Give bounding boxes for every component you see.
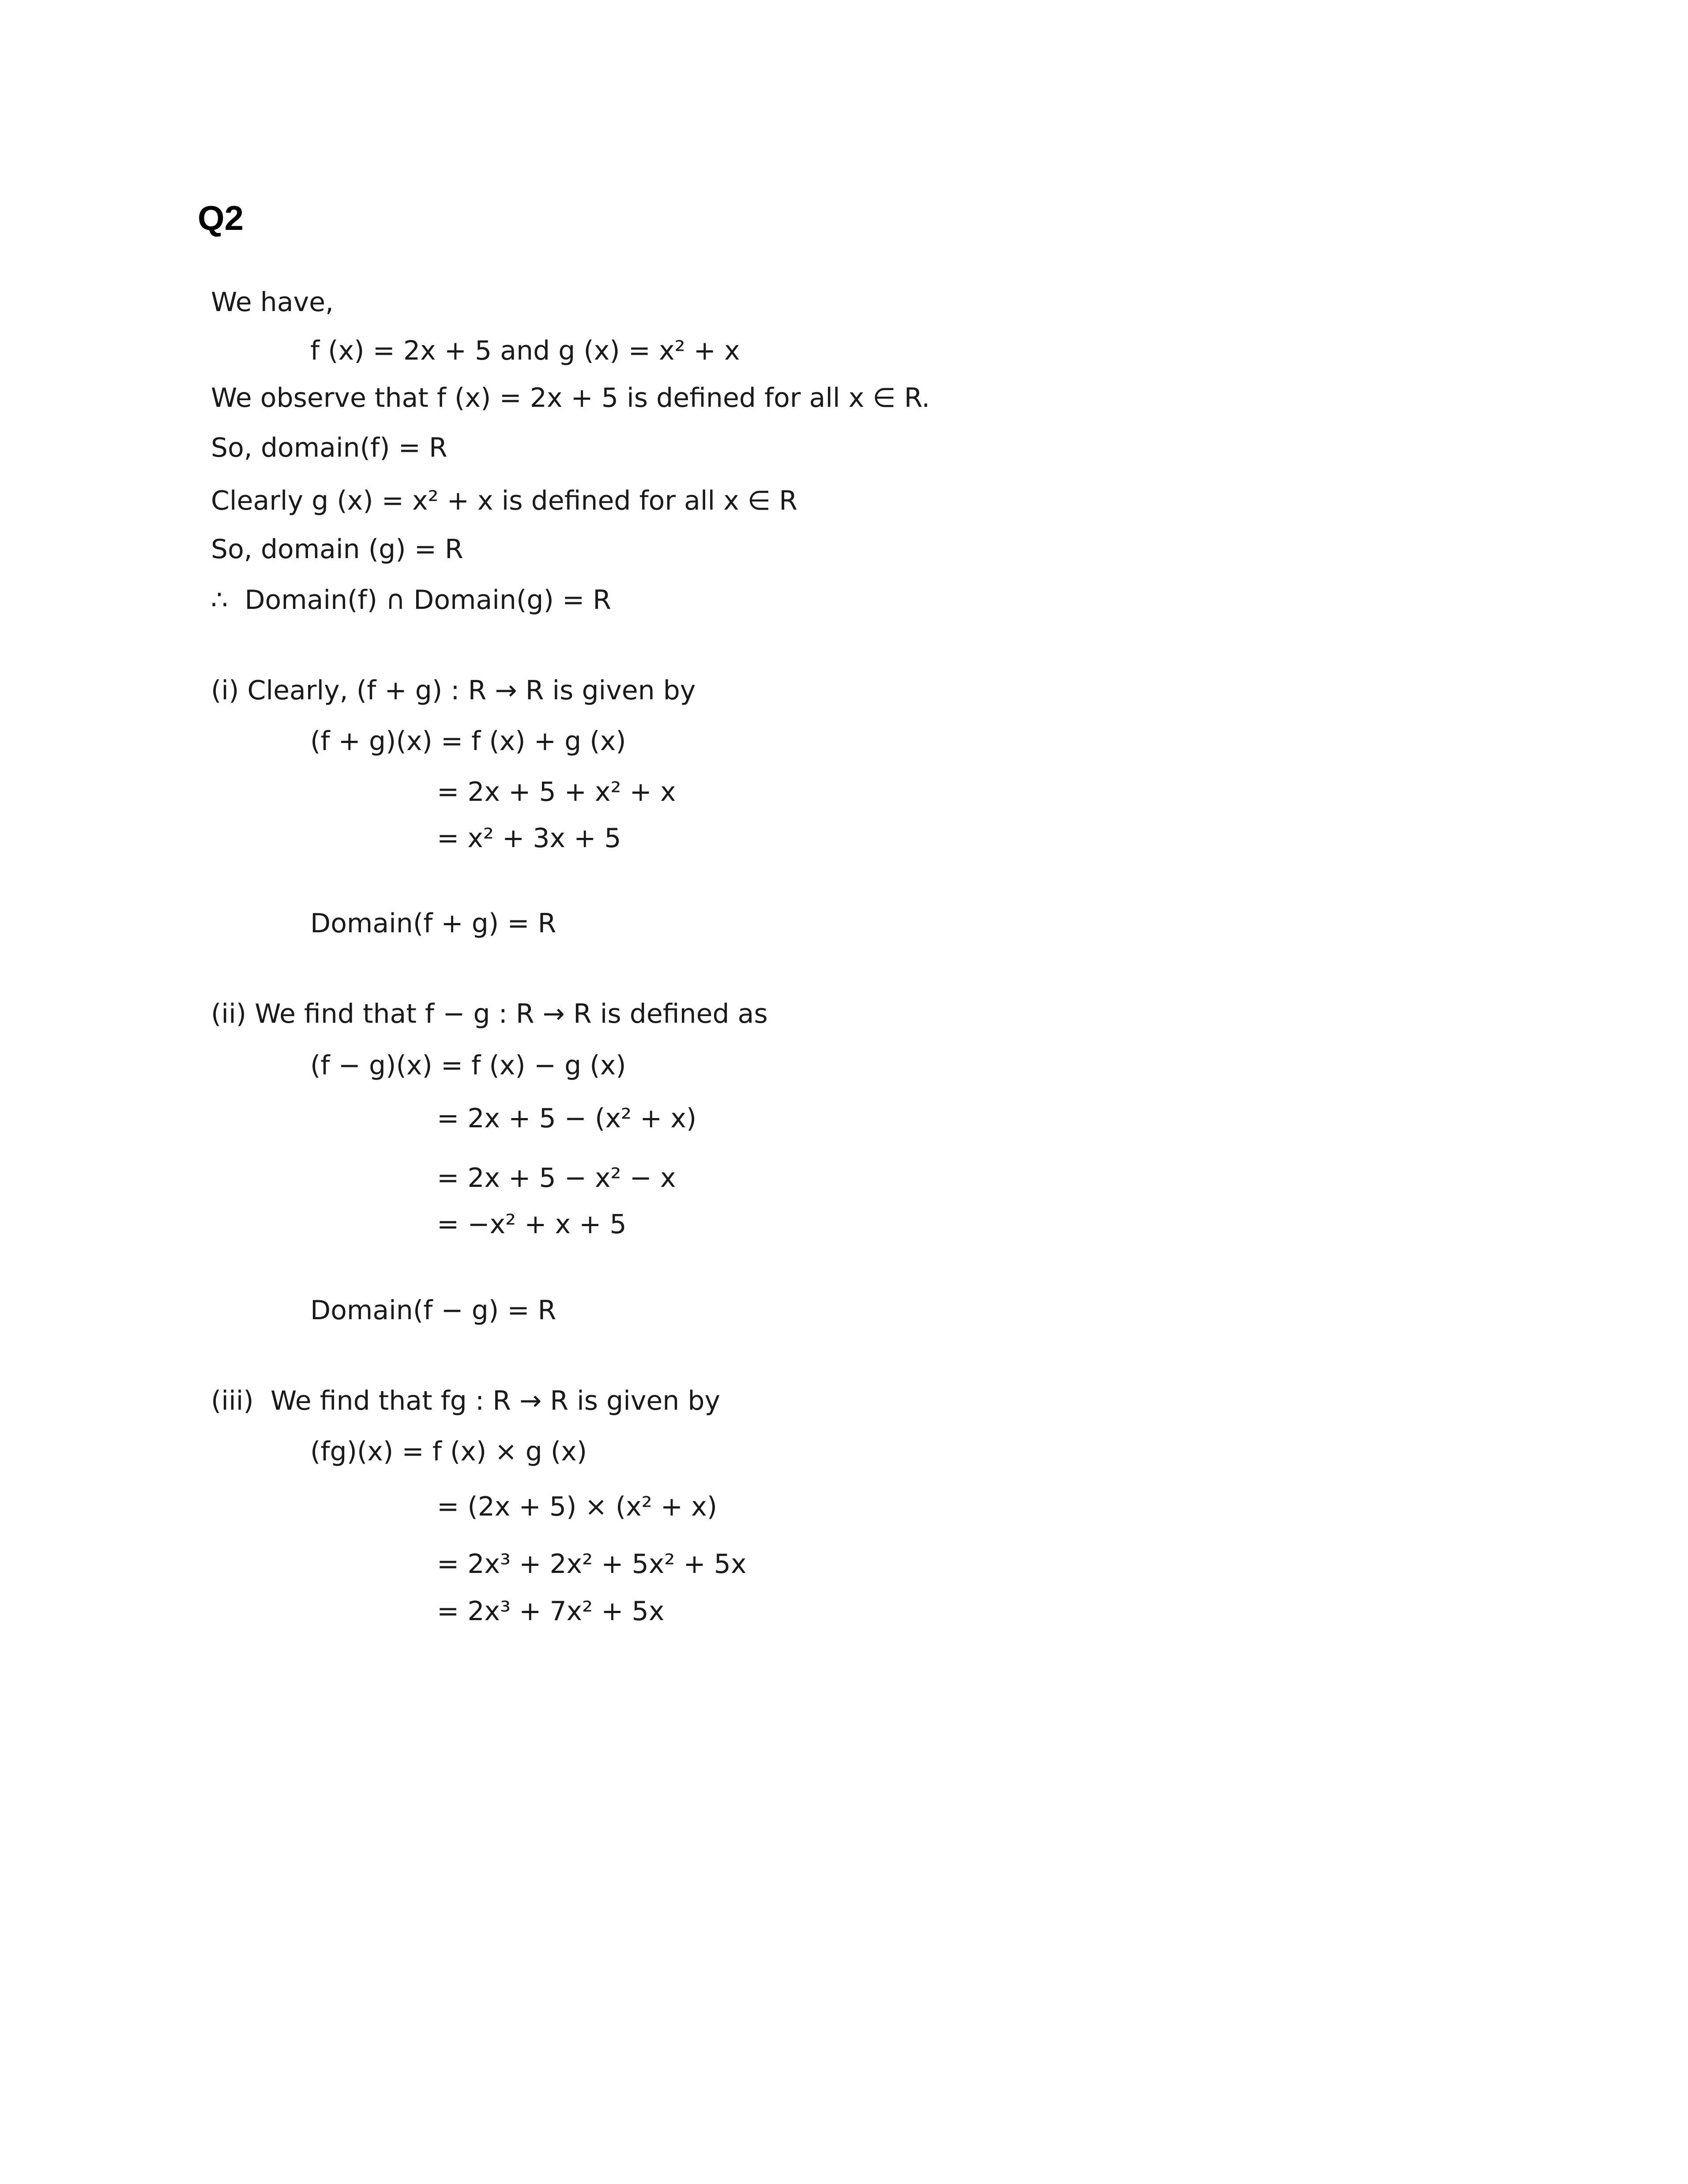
intro-line-observe-f: We observe that f (x) = 2x + 5 is defined for all x ∈ R. [211, 383, 930, 413]
part-iii-step: = 2x³ + 2x² + 5x² + 5x [437, 1549, 747, 1580]
intro-line-definitions: f (x) = 2x + 5 and g (x) = x² + x [310, 335, 740, 366]
part-iii-step: = 2x³ + 7x² + 5x [437, 1596, 665, 1627]
part-i-equation: (f + g)(x) = f (x) + g (x) [310, 726, 626, 757]
question-heading: Q2 [198, 199, 244, 237]
part-ii-domain: Domain(f − g) = R [310, 1295, 556, 1326]
intro-line-domain-intersection: ∴ Domain(f) ∩ Domain(g) = R [211, 585, 611, 615]
part-ii-step: = 2x + 5 − x² − x [437, 1163, 676, 1193]
intro-line-clearly-g: Clearly g (x) = x² + x is defined for all x ∈ R [211, 485, 797, 516]
part-ii-step: = 2x + 5 − (x² + x) [437, 1103, 697, 1134]
intro-line-we-have: We have, [211, 287, 334, 318]
part-iii-step: = (2x + 5) × (x² + x) [437, 1491, 718, 1522]
part-iii-equation: (fg)(x) = f (x) × g (x) [310, 1436, 587, 1467]
part-iii-lead: (iii) We find that fg : R → R is given by [211, 1385, 720, 1416]
part-ii-step: = −x² + x + 5 [437, 1209, 627, 1240]
part-ii-lead: (ii) We find that f − g : R → R is defined as [211, 998, 768, 1029]
part-i-lead: (i) Clearly, (f + g) : R → R is given by [211, 675, 696, 706]
part-i-step: = x² + 3x + 5 [437, 823, 621, 854]
part-ii-equation: (f − g)(x) = f (x) − g (x) [310, 1050, 626, 1081]
part-i-domain: Domain(f + g) = R [310, 908, 556, 939]
part-i-step: = 2x + 5 + x² + x [437, 777, 676, 807]
intro-line-domain-f: So, domain(f) = R [211, 432, 447, 463]
intro-line-domain-g: So, domain (g) = R [211, 534, 463, 565]
